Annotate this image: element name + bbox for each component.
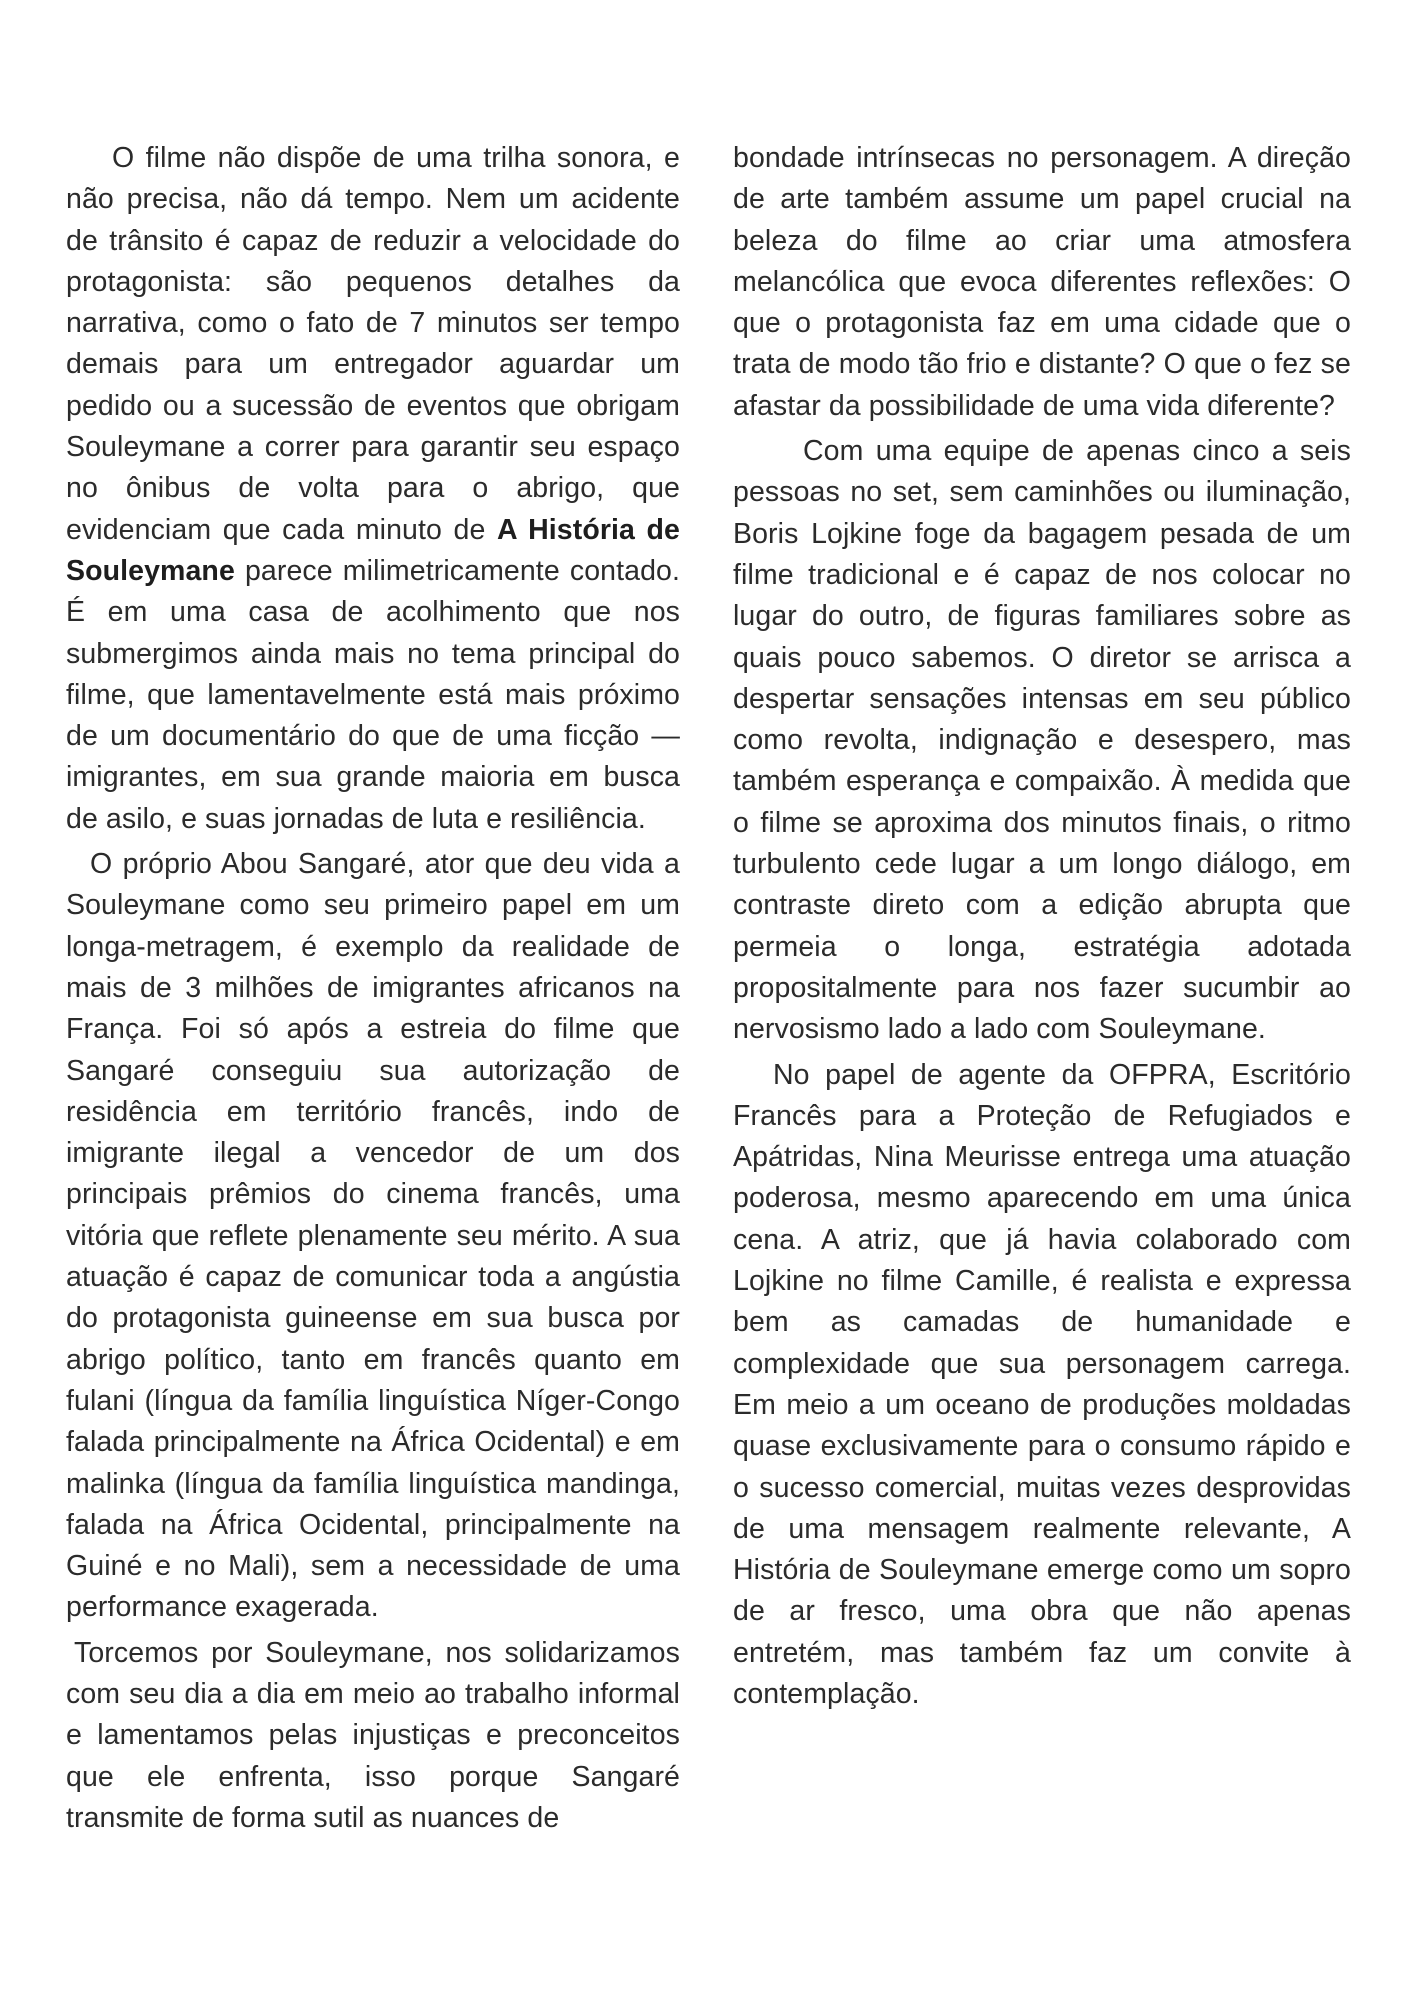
right-column bbox=[733, 138, 1351, 1719]
paragraph-trilha-sonora bbox=[66, 138, 680, 840]
paragraph-bondade-continuation: bondade intrínsecas no personagem. A direção de arte também assume um papel crucial na beleza do filme ao criar uma atmosfera melancólica que evoca diferentes reflexões: O que o protagonista faz em uma cidade que o trata de modo tão frio e distante? O que o fez se afastar da possibilidade de uma vida diferente? bbox=[733, 142, 1351, 422]
paragraph-equipe: Com uma equipe de apenas cinco a seis pessoas no set, sem caminhões ou iluminação, Boris Lojkine foge da bagagem pesada de um filme tradicional e é capaz de nos colocar no lugar do outro, de figuras familiares sobre as quais pouco sabemos. O diretor se arrisca a despertar sensações intensas em seu público como revolta, indignação e desespero, mas também esperança e compaixão. À medida que o filme se aproxima dos minutos finais, o ritmo turbulento cede lugar a um longo diálogo, em contraste direto com a edição abrupta que permeia o longa, estratégia adotada propositalmente para nos fazer sucumbir ao nervosismo lado a lado com Souleymane. bbox=[733, 435, 1351, 1046]
paragraph-text: O filme não dispõe de uma trilha sonora, e não precisa, não dá tempo. Nem um acidente de trânsito é capaz de reduzir a velocidade do protagonista: são pequenos detalhes da narrativa, como o fato de 7 minutos ser tempo demais para um entregador aguardar um pedido ou a sucessão de eventos que obrigam Souleymane a correr para garantir seu espaço no ônibus de volta para o abrigo, que evidenciam que cada minuto de bbox=[66, 142, 680, 546]
paragraph-abou-sangare: O próprio Abou Sangaré, ator que deu vida a Souleymane como seu primeiro papel em um longa-metragem, é exemplo da realidade de mais de 3 milhões de imigrantes africanos na França. Foi só após a estreia do filme que Sangaré conseguiu sua autorização de residência em território francês, indo de imigrante ilegal a vencedor de um dos principais prêmios do cinema francês, uma vitória que reflete plenamente seu mérito. A sua atuação é capaz de comunicar toda a angústia do protagonista guineense em sua busca por abrigo político, tanto em francês quanto em fulani (língua da família linguística Níger-Congo falada principalmente na África Ocidental) e em malinka (língua da família linguística mandinga, falada na África Ocidental, principalmente na Guiné e no Mali), sem a necessidade de uma performance exagerada. bbox=[66, 848, 680, 1624]
paragraph-ofpra: No papel de agente da OFPRA, Escritório Francês para a Proteção de Refugiados e Apátridas, Nina Meurisse entrega uma atuação poderosa, mesmo aparecendo em uma única cena. A atriz, que já havia colaborado com Lojkine no filme Camille, é realista e expressa bem as camadas de humanidade e complexidade que sua personagem carrega. Em meio a um oceano de produções moldadas quase exclusivamente para o consumo rápido e o sucesso comercial, muitas vezes desprovidas de uma mensagem realmente relevante, A História de Souleymane emerge como um sopro de ar fresco, uma obra que não apenas entretém, mas também faz um convite à contemplação. bbox=[733, 1058, 1351, 1710]
paragraph-text: parece milimetricamente contado. É em uma casa de acolhimento que nos submergimos ainda mais no tema principal do filme, que lamentavelmente está mais próximo de um documentário do que de uma ficção — imigrantes, em sua grande maioria em busca de asilo, e suas jornadas de luta e resiliência. bbox=[66, 554, 680, 835]
film-title-bold: A História de Souleymane bbox=[66, 513, 681, 587]
left-column bbox=[66, 138, 680, 1843]
paragraph-torcemos: Torcemos por Souleymane, nos solidarizamos com seu dia a dia em meio ao trabalho informal e lamentamos pelas injustiças e preconceitos que ele enfrenta, isso porque Sangaré transmite de forma sutil as nuances de bbox=[66, 1636, 680, 1834]
